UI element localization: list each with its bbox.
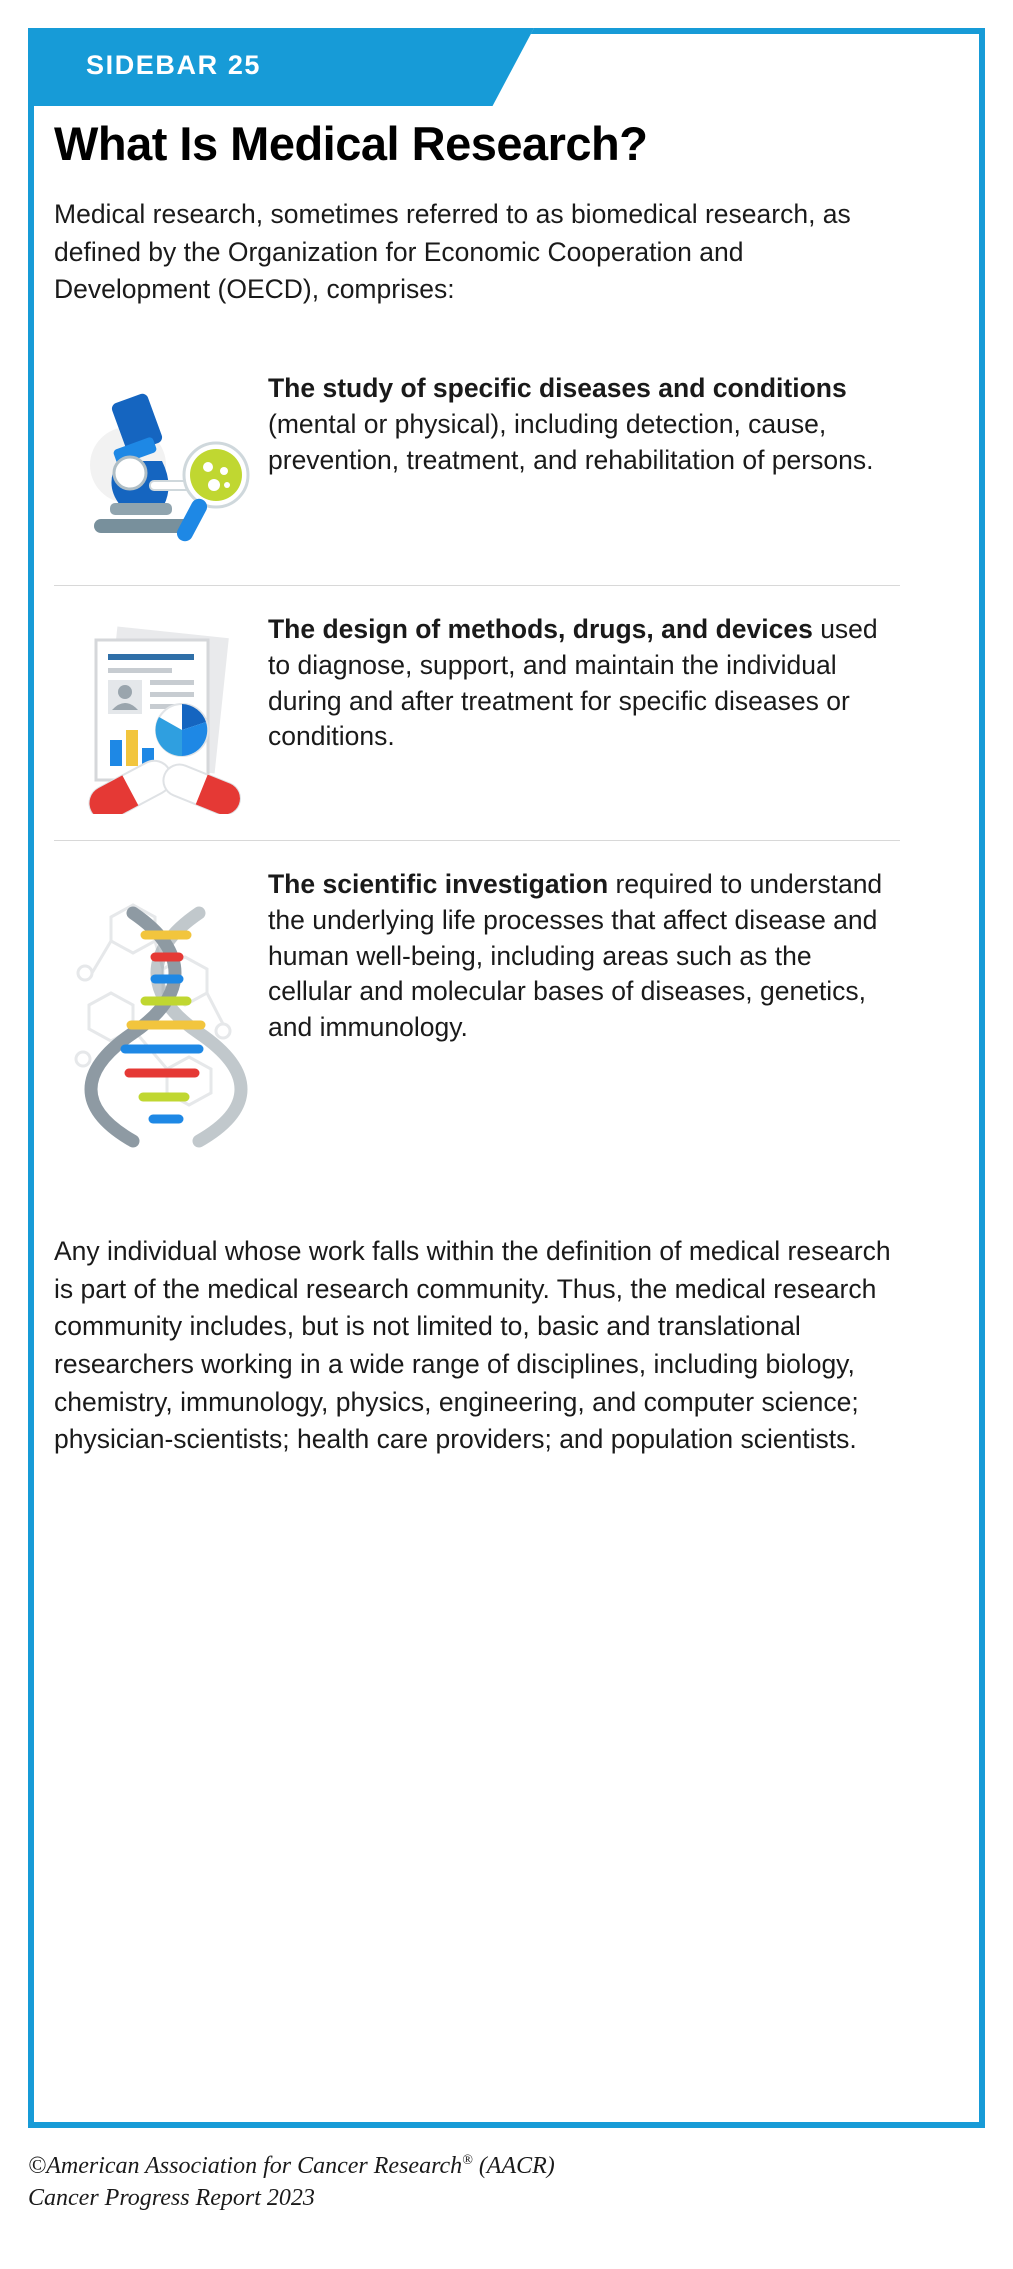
- credit-line-1: [28, 2150, 928, 2182]
- documents-and-pills-icon: [54, 612, 264, 814]
- list-item: [54, 585, 900, 840]
- dna-helix-icon: [54, 867, 264, 1163]
- list-item-lead: The design of methods, drugs, and devices: [268, 614, 813, 645]
- tab-label: SIDEBAR 25: [86, 50, 262, 80]
- list-item-lead: The study of specific diseases and conditions: [268, 373, 847, 404]
- list-item-lead: The scientific investigation: [268, 869, 609, 900]
- list-item-text: [264, 612, 900, 755]
- list-item: [54, 840, 900, 1189]
- credit-org: ©American Association for Cancer Research: [28, 2153, 463, 2179]
- microscope-icon: [54, 371, 264, 559]
- list-item-text: [264, 371, 900, 478]
- list-item-body: required to understand the underlying life processes that affect disease and human well-being, including areas such as the cellular and molecular bases of diseases, genetics, and immunology.: [268, 869, 883, 1043]
- credit-line-2: Cancer Progress Report 2023: [28, 2185, 315, 2212]
- definition-list: [54, 345, 900, 1189]
- list-item-body: (mental or physical), including detection, cause, prevention, treatment, and rehabilitation of persons.: [268, 408, 874, 475]
- sidebar-tab-header: [28, 28, 588, 106]
- list-item-body: used to diagnose, support, and maintain the individual during and after treatment for specific diseases or conditions.: [268, 614, 878, 752]
- list-item: [54, 345, 900, 585]
- registered-mark-icon: ®: [462, 2153, 473, 2168]
- intro-paragraph: Medical research, sometimes referred to as biomedical research, as defined by the Organization for Economic Cooperation and Development (OECD), comprises:: [54, 199, 851, 305]
- closing-paragraph: Any individual whose work falls within the definition of medical research is part of the medical research community. Thus, the medical research community includes, but is not limited to, basic and translational researchers working in a wide range of disciplines, including biology, chemistry, immunology, physics, engineering, and computer science; physician-scientists; health care providers; and population scientists.: [54, 1236, 891, 1455]
- sidebar-content: [54, 118, 900, 1485]
- list-item-text: [264, 867, 900, 1046]
- credit-block: [28, 2150, 928, 2214]
- page-title: What Is Medical Research?: [54, 117, 648, 170]
- credit-abbrev: (AACR): [472, 2153, 555, 2179]
